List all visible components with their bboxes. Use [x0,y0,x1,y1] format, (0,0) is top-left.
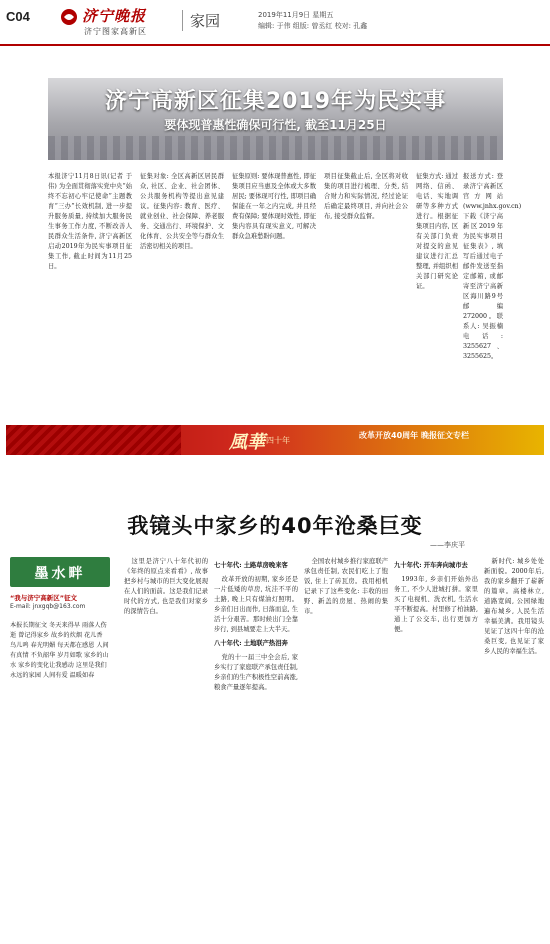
newspaper-logo-icon [60,8,78,26]
banner-title: 济宁高新区征集2019年为民实事 [104,89,447,114]
page-header [0,0,550,46]
article-2-col-3 [304,557,388,938]
article-2-col-4 [394,557,478,938]
page-number: C04 [6,9,30,24]
article-2-subhead-70s: 七十年代: 土路草房晚来客 [214,562,288,569]
newspaper-logo-title: 济宁晚报 [82,7,147,25]
banner-subtitle: 要体现普惠性确保可行性, 截至11月25日 [164,118,387,132]
article-2-col-5-text: 新时代: 城乡处处新面貌。2000年后, 我的家乡翻开了崭新的篇章。高楼林立, 道路宽阔, 公园绿地遍布城乡, 人民生活幸福美满。我用镜头见证了这四十年的沧桑巨变, 也见证了家乡人民的幸福生活。 [484,558,544,655]
edition-date: 2019年11月9日 星期五 [258,11,334,19]
anniversary-ribbon [6,425,544,455]
edition-meta [258,10,367,32]
article-2-col-1-text: 这里是济宁八十年代初的《年终的原点来看看》, 故事把乡村与城市的巨大变化展现在人们的面前。这是我们记录时代的方式, 也是我们对家乡的深情告白。 [124,558,208,615]
article-2-headline: 我镜头中家乡的40年沧桑巨变 [127,514,423,538]
ribbon-years: 四十年 [266,436,290,445]
article-1-col-3: 征集原则: 要体现普惠性, 即征集项目应当惠及全体或大多数居民; 要体现可行性, 即项目确保能在一年之内完成, 并且经费有保障; 要体现时效性, 即征集内容具有现实意义, 可解决群众急难愁盼问题。 [232,173,316,240]
sidebar-logo [10,557,110,587]
sidebar-email: E-mail: jnxgqb@163.com [10,603,86,610]
article-1-body [48,160,522,368]
newspaper-logo-subtitle: 济宁图家高新区 [84,27,147,36]
article-2-col-2b-text: 党的十一届三中全会后, 家乡实行了家庭联产承包责任制, 乡亲们的生产积极性空前高涨, 粮食产量逐年提高。 [214,654,298,691]
sidebar-body: 本报长期征文 冬天来得早 雨落人伤逝 曾记得家乡 故乡的炊烟 花儿香 鸟儿鸣 春光明媚 每天都在感恩 人间有真情 不负韶华 岁月如歌 家乡的山水 家乡的变化让我感动 这里是我们永远的家园 人间有爱 温暖如春 [10,622,109,679]
ribbon-slogan: 改革开放40周年 晚报征文专栏 [359,431,469,440]
article-1-col-5: 征集方式: 通过网络、信函、电话、实地调研等多种方式进行。根据征集项目内容, 区有关部门负责对提交的意见建议进行汇总整理, 并组织相关部门研究论证。 [416,173,458,290]
article-2-col-4-text: 1993年, 乡亲们开始外出务工, 不少人进城打拼。家里买了电视机、洗衣机, 生活水平不断提高。村里修了柏油路, 通上了公交车, 出行更加方便。 [394,576,478,633]
article-1-col-1: 本报济宁11月8日讯(记者 于伟) 为全面贯彻落实党中央“始终不忘初心牢记使命”主题教育“三办”长效机制, 进一步提升服务质量, 持续加大服务民生事务工作力度, 不断改善人民群众生活条件, 济宁高新区启动2019年为民实事项目征集工作, 截止时间为11月25日。 [48,173,132,270]
article-1-col-2: 征集对象: 全区高新区居民群众, 社区、企业、社会团体、公共服务机构等提出意见建议。征集内容: 教育、医疗、就业创业、社会保障、养老服务、交通出行、环境保护、文化体育、公共安全等与群众生活密切相关的项目。 [140,173,224,250]
article-1-col-4: 项目征集截止后, 全区将对收集的项目进行梳理、分类, 结合财力和实际情况, 经过论证后确定最终项目, 并向社会公布, 接受群众监督。 [324,173,408,220]
edition-staff: 编辑: 于伟 组版: 曾丞红 校对: 孔鑫 [258,22,368,30]
article-2-subhead-80s: 八十年代: 土地联产热泪奔 [214,640,288,647]
article-2-subhead-90s: 九十年代: 开车奔向城市去 [394,562,468,569]
article-2-byline: ——李庆平 [430,541,465,549]
article-2-col-5 [484,557,544,938]
section-name: 家园 [182,10,220,31]
sidebar-collect-title: “我与济宁高新区”征文 [10,594,78,602]
headline-banner [48,78,503,160]
article-2-col-3-text: 全国农村城乡推行家庭联产承包责任制, 农民们吃上了饱饭, 住上了砖瓦房。我用相机记录下了这些变化: 丰收的田野、新盖的房屋、热闹的集市。 [304,558,388,615]
article-1-col-6: 报送方式: 登录济宁高新区官方网站(www.jnhx.gov.cn)下载《济宁高新区2019年为民实事项目征集表》, 填写后通过电子邮件发送至指定邮箱, 或邮寄至济宁高新区海川路9号邮编272000。联系人: 吴振楠 电话: 3255627、3255625。 [463,173,522,360]
article-2-col-2 [214,557,298,938]
sidebar-logo-text: 墨水畔 [34,566,86,582]
banner-cityscape [48,136,503,160]
ribbon-feng: 風華 [229,432,265,453]
article-2-col-1 [124,557,208,938]
article-2-col-2-text: 改革开放的初期, 家乡还是一片低矮的草房, 坑洼不平的土路, 晚上只有煤油灯照明。乡亲们日出而作, 日落而息, 生活十分艰苦。那时候出门全靠步行, 到县城要走上大半天。 [214,576,298,633]
essay-sidebar [6,557,116,938]
